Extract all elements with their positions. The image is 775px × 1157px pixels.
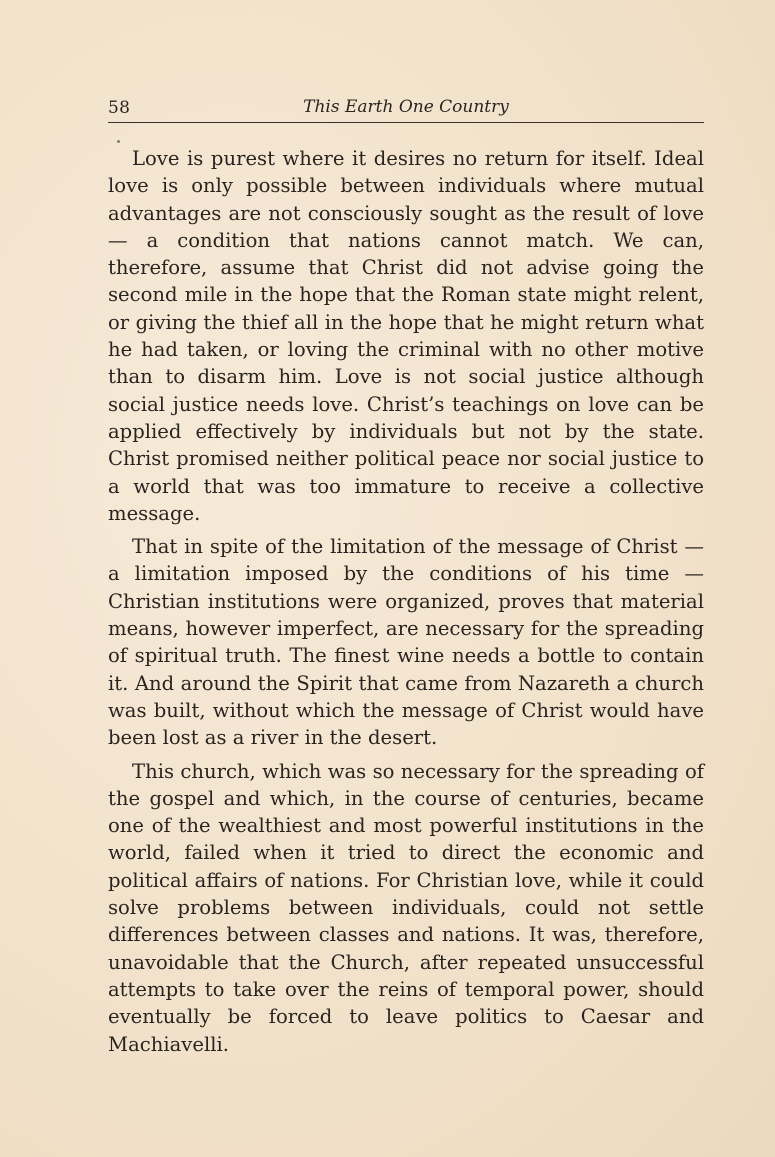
ink-fleck [117, 140, 120, 143]
paragraph-3: This church, which was so necessary for the spreading of the gospel and which, in the course of centuries, became one of the wealthiest and most powerful institutions in the world, failed when it tried to direct the economic and political affairs of nations. For Christian love, while it could solve problems between individuals, could not settle differences between classes and nations. It was, therefore, unavoidable that the Church, after repeated unsuccessful attempts to take over the reins of temporal power, should eventually be forced to leave politics to Caesar and Machiavelli. [108, 759, 704, 1056]
running-head [108, 96, 704, 123]
paragraph-2: That in spite of the limitation of the message of Christ — a limitation imposed by the conditions of his time — Christian institutions were organized, proves that material means, however imperfect, are necessary for the spreading of spiritual truth. The finest wine needs a bottle to contain it. And around the Spirit that came from Nazareth a church was built, without which the message of Christ would have been lost as a river in the desert. [108, 535, 704, 750]
book-title: This Earth One Country [303, 97, 509, 117]
paragraph-1: Love is purest where it desires no return for itself. Ideal love is only possible between individuals where mutual advantages are not consciously sought as the result of love — a condition that nations cannot match. We can, therefore, assume that Christ did not advise going the second mile in the hope that the Roman state might relent, or giving the thief all in the hope that he might return what he had taken, or loving the criminal with no other motive than to disarm him. Love is not social justice although social justice needs love. Christ’s teachings on love can be applied effectively by individuals but not by the state. Christ promised neither political peace nor social justice to a world that was too immature to receive a collective message. [108, 147, 704, 525]
body-text [108, 145, 704, 1064]
page-number: 58 [108, 98, 131, 118]
